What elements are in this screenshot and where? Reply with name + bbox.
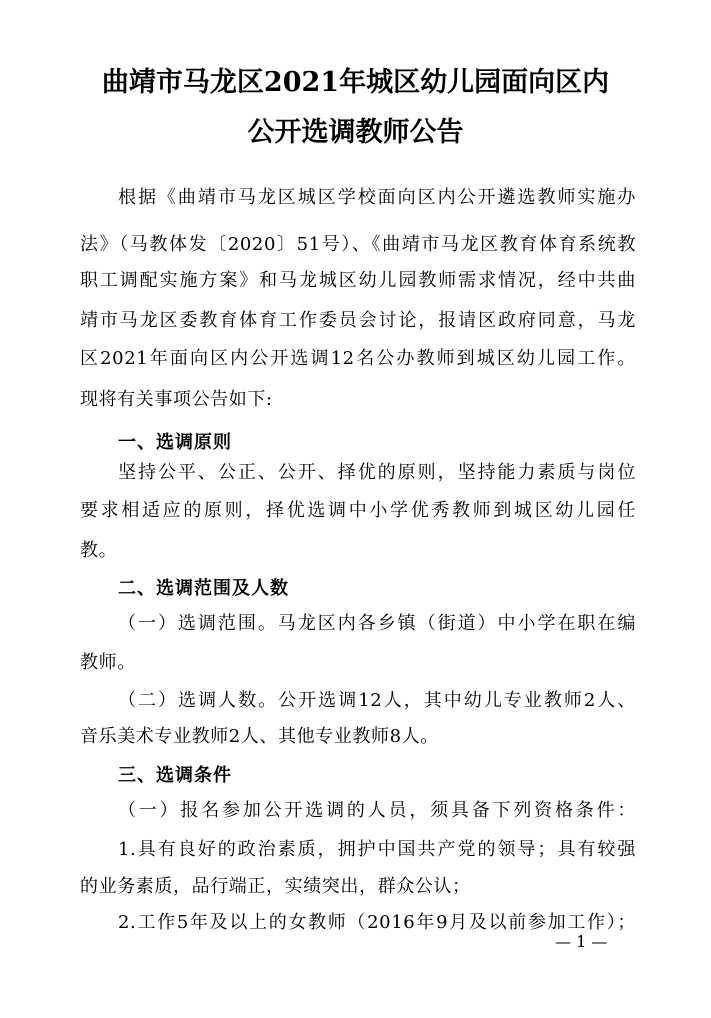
section-3-line-1: （一）报名参加公开选调的人员，须具备下列资格条件：	[118, 800, 636, 821]
intro-line-2: 法》（马教体发〔2020〕51号）、《曲靖市马龙区教育体育系统教	[80, 234, 636, 255]
intro-line-3: 职工调配实施方案》和马龙城区幼儿园教师需求情况，经中共曲	[80, 270, 636, 291]
section-2-line-3: （二）选调人数。公开选调12人，其中幼儿专业教师2人、	[118, 690, 636, 711]
document-title-line-1: 曲靖市马龙区2021年城区幼儿园面向区内	[101, 67, 610, 98]
intro-line-6: 现将有关事项公告如下:	[80, 389, 273, 410]
section-1-line-1: 坚持公平、公正、公开、择优的原则，坚持能力素质与岗位	[118, 462, 636, 483]
document-title-line-2: 公开选调教师公告	[247, 117, 464, 148]
section-2-heading: 二、选调范围及人数	[118, 578, 289, 599]
section-3-line-4: 2.工作5年及以上的女教师（2016年9月及以前参加工作）；	[118, 912, 636, 933]
section-3-heading: 三、选调条件	[118, 765, 232, 786]
intro-line-5: 区2021年面向区内公开选调12名公办教师到城区幼儿园工作。	[80, 348, 636, 369]
section-2-line-4: 音乐美术专业教师2人、其他专业教师8人。	[80, 726, 439, 747]
section-2-line-1: （一）选调范围。马龙区内各乡镇（街道）中小学在职在编	[118, 613, 636, 634]
section-1-heading: 一、选调原则	[118, 432, 232, 453]
section-1-line-2: 要求相适应的原则，择优选调中小学优秀教师到城区幼儿园任	[80, 500, 636, 521]
section-1-line-3: 教。	[80, 540, 118, 561]
intro-line-4: 靖市马龙区委教育体育工作委员会讨论，报请区政府同意，马龙	[80, 310, 636, 331]
page-number: — 1 —	[555, 932, 608, 951]
section-3-line-3: 的业务素质，品行端正，实绩突出，群众公认；	[80, 876, 471, 897]
intro-line-1: 根据《曲靖市马龙区城区学校面向区内公开遴选教师实施办	[118, 187, 636, 208]
section-2-line-2: 教师。	[80, 652, 136, 673]
section-3-line-2: 1.具有良好的政治素质，拥护中国共产党的领导；具有较强	[118, 839, 636, 860]
